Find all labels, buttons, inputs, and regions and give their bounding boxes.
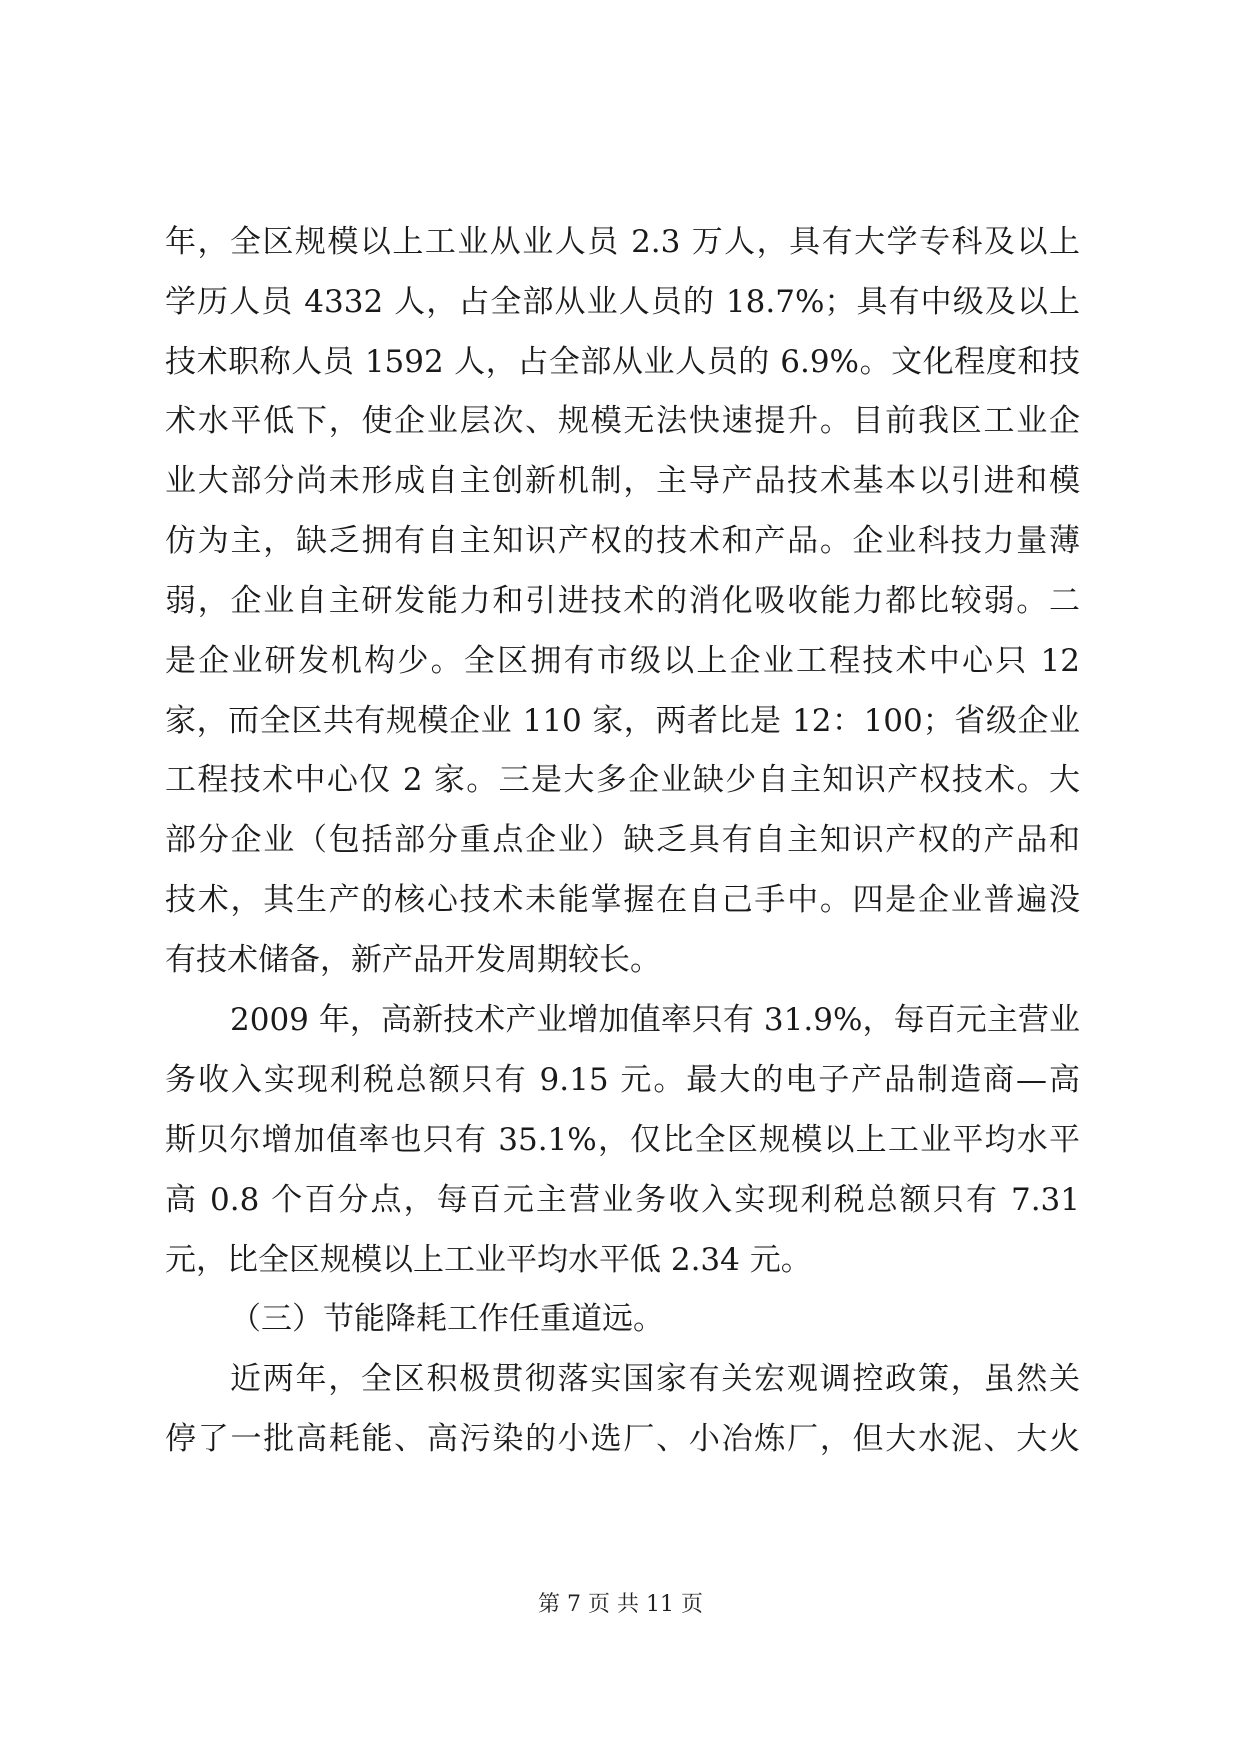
page-number: 第 7 页 共 11 页	[538, 1592, 703, 1617]
paragraph-first-line: 2009 年，高新技术产业增加值率只有 31.9%，每百元主营业	[230, 1002, 1080, 1038]
text-line: 技术，其生产的核心技术未能掌握在自己手中。四是企业普遍没	[165, 882, 1080, 918]
text-line: 元，比全区规模以上工业平均水平低 2.34 元。	[165, 1242, 812, 1278]
text-line: 业大部分尚未形成自主创新机制，主导产品技术基本以引进和模	[165, 463, 1080, 499]
text-line: 年，全区规模以上工业从业人员 2.3 万人，具有大学专科及以上	[165, 224, 1080, 260]
text-line: 家，而全区共有规模企业 110 家，两者比是 12：100；省级企业	[165, 703, 1080, 739]
text-line: 术水平低下，使企业层次、规模无法快速提升。目前我区工业企	[165, 403, 1080, 439]
text-line: 部分企业（包括部分重点企业）缺乏具有自主知识产权的产品和	[165, 822, 1080, 858]
text-line: 有技术储备，新产品开发周期较长。	[165, 942, 661, 978]
text-line: 弱，企业自主研发能力和引进技术的消化吸收能力都比较弱。二	[165, 583, 1080, 619]
text-line: 斯贝尔增加值率也只有 35.1%，仅比全区规模以上工业平均水平	[165, 1122, 1080, 1158]
text-line: 技术职称人员 1592 人，占全部从业人员的 6.9%。文化程度和技	[165, 344, 1080, 380]
text-line: 工程技术中心仅 2 家。三是大多企业缺少自主知识产权技术。大	[165, 762, 1080, 798]
text-line: 仿为主，缺乏拥有自主知识产权的技术和产品。企业科技力量薄	[165, 523, 1080, 559]
text-line: 高 0.8 个百分点，每百元主营业务收入实现利税总额只有 7.31	[165, 1182, 1080, 1218]
text-line: 务收入实现利税总额只有 9.15 元。最大的电子产品制造商—高	[165, 1062, 1080, 1098]
page-footer	[0, 1590, 1241, 1620]
text-line: 是企业研发机构少。全区拥有市级以上企业工程技术中心只 12	[165, 643, 1080, 679]
paragraph-first-line: 近两年，全区积极贯彻落实国家有关宏观调控政策，虽然关	[230, 1361, 1080, 1397]
section-heading: （三）节能降耗工作任重道远。	[230, 1301, 664, 1337]
text-line: 停了一批高耗能、高污染的小选厂、小冶炼厂，但大水泥、大火	[165, 1421, 1080, 1457]
text-line: 学历人员 4332 人，占全部从业人员的 18.7%；具有中级及以上	[165, 284, 1080, 320]
